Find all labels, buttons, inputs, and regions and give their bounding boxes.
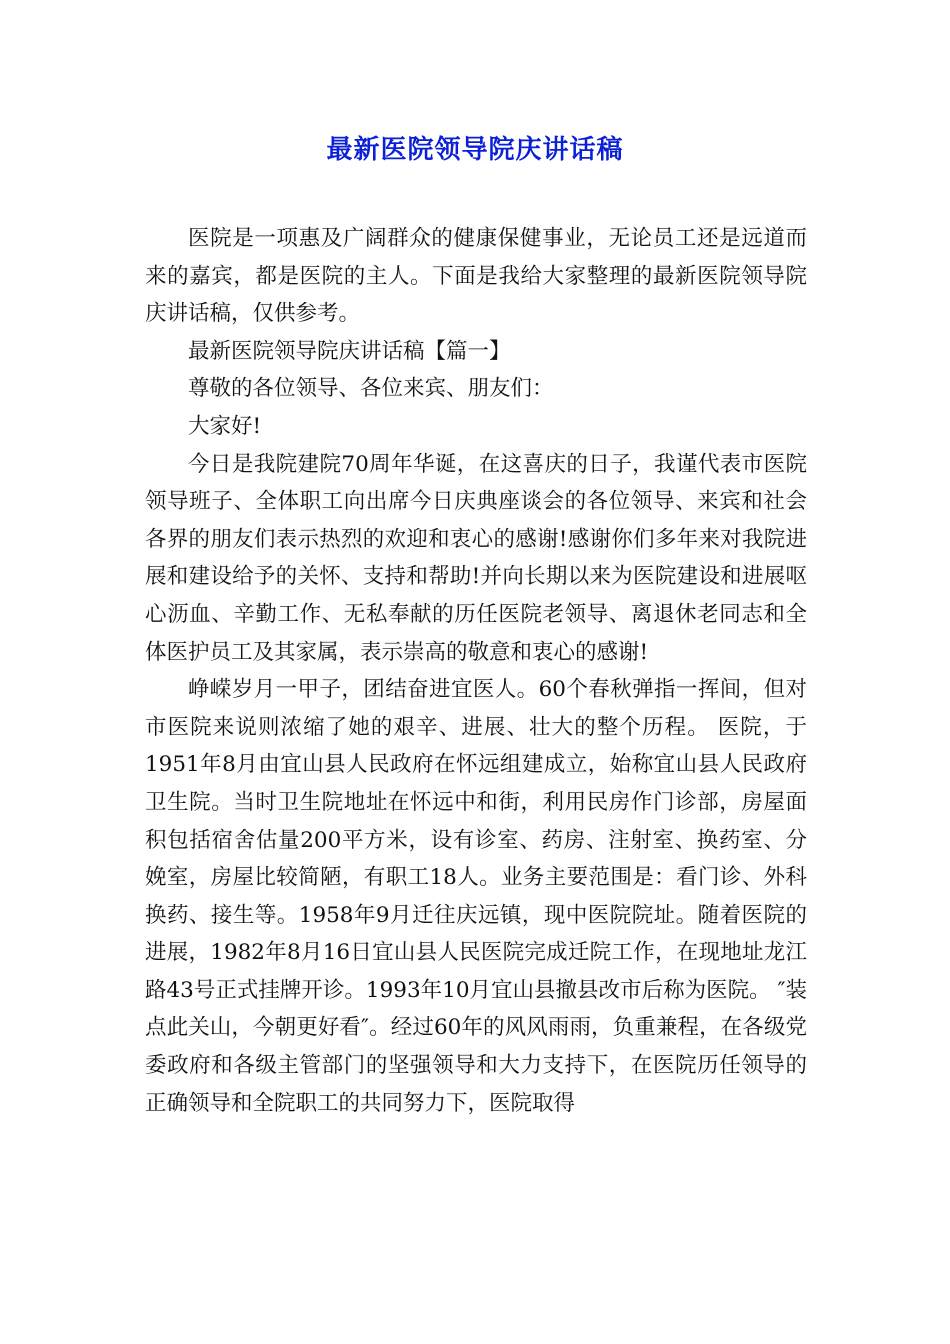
paragraph-welcome: 今日是我院建院70周年华诞，在这喜庆的日子，我谨代表市医院领导班子、全体职工向出席今日庆典座谈会的各位领导、来宾和社会各界的朋友们表示热烈的欢迎和衷心的感谢!感谢你们多年来对我院进展和建设给予的关怀、支持和帮助!并向长期以来为医院建设和进展呕心沥血、辛勤工作、无私奉献的历任医院老领导、离退休老同志和全体医护员工及其家属，表示崇高的敬意和衷心的感谢! (145, 451, 807, 665)
document-body (145, 220, 807, 1122)
paragraph-section-heading: 最新医院领导院庆讲话稿【篇一】 (188, 338, 511, 364)
paragraph-history: 峥嵘岁月一甲子，团结奋进宜医人。60个春秋弹指一挥间，但对市医院来说则浓缩了她的艰辛、进展、壮大的整个历程。 医院，于1951年8月由宜山县人民政府在怀远组建成立，始称宜山县人民政府卫生院。当时卫生院地址在怀远中和街，利用民房作门诊部，房屋面积包括宿舍估量200平方米，设有诊室、药房、注射室、换药室、分娩室，房屋比较简陋，有职工18人。业务主要范围是：看门诊、外科换药、接生等。1958年9月迁往庆远镇，现中医院院址。随着医院的进展，1982年8月16日宜山县人民医院完成迁院工作，在现地址龙江路43号正式挂牌开诊。1993年10月宜山县撤县改市后称为医院。 ″装点此关山，今朝更好看″。经过60年的风风雨雨，负重兼程，在各级党委政府和各级主管部门的坚强领导和大力支持下，在医院历任领导的正确领导和全院职工的共同努力下，医院取得 (145, 677, 807, 1116)
paragraph-salutation: 尊敬的各位领导、各位来宾、朋友们： (188, 376, 554, 402)
document-title: 最新医院领导院庆讲话稿 (326, 135, 624, 165)
paragraph-greeting: 大家好! (188, 413, 262, 439)
paragraph-intro: 医院是一项惠及广阔群众的健康保健事业，无论员工还是远道而来的嘉宾，都是医院的主人。下面是我给大家整理的最新医院领导院庆讲话稿，仅供参考。 (145, 226, 807, 327)
